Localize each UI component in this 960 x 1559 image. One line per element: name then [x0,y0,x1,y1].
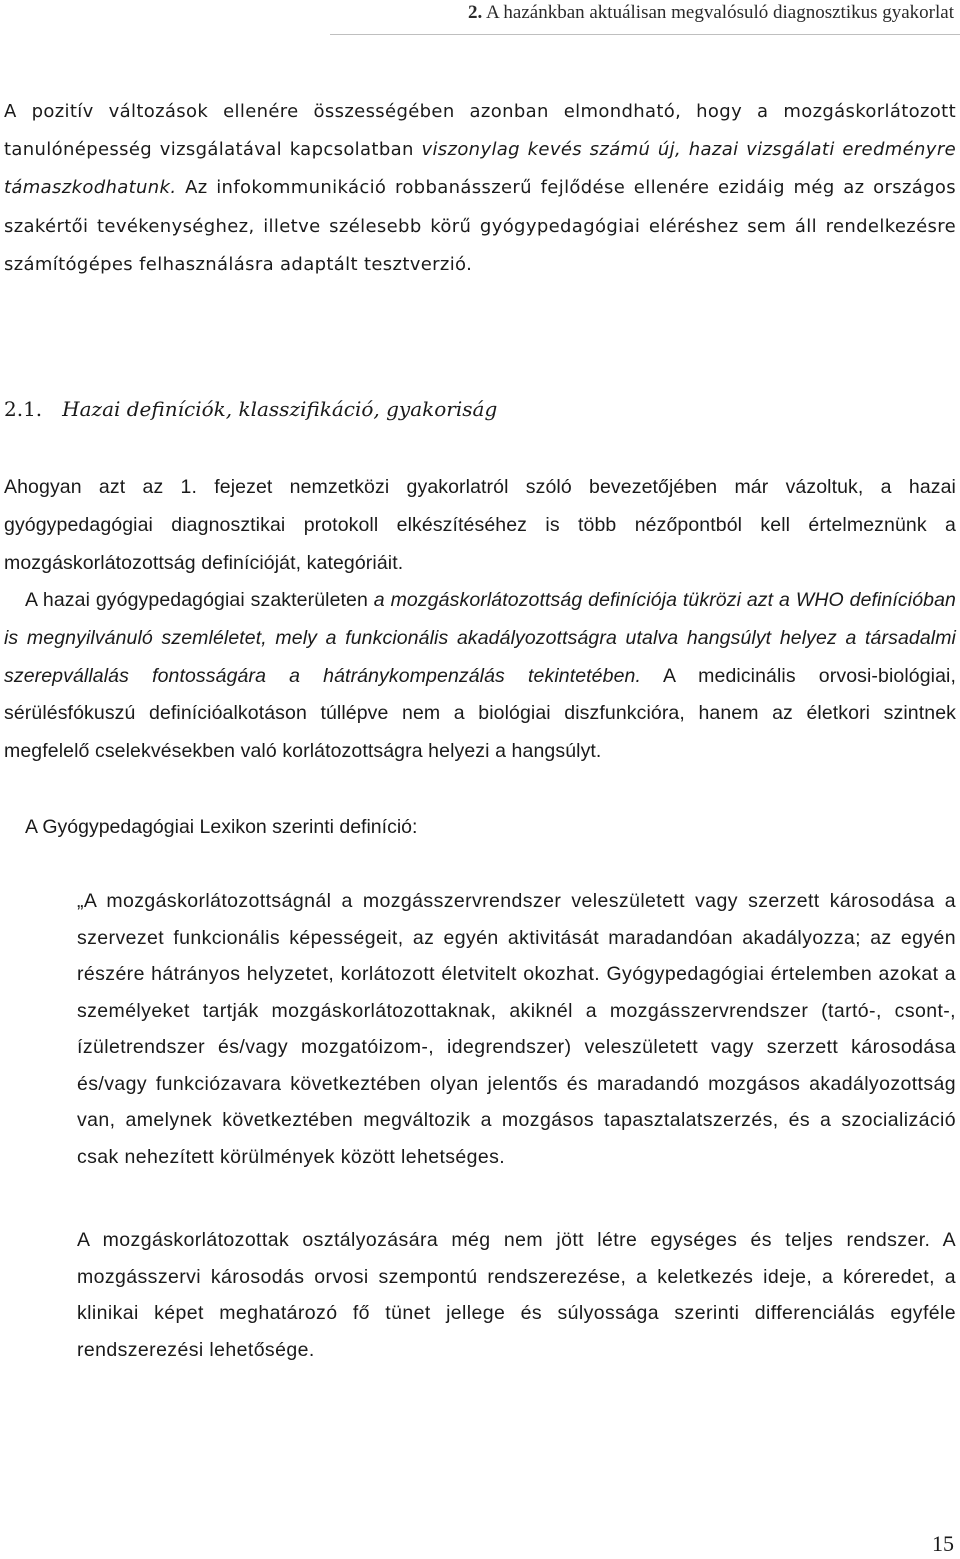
intro-text-2: Az infokommunikáció robbanásszerű fejlődése ellenére ezidáig még az országos szakértői tevékenységhez, illetve szélesebb körű gyógypedagógiai eléréshez sem áll rendelkezésre számítógépes felhasználásra adaptált tesztverzió. [4,177,956,275]
intro-text-1: A pozitív változások ellenére összességében azonban elmondható, hogy a mozgáskorlátozott tanulónépesség vizsgálatával kapcsolatban [4,101,956,161]
page-number: 15 [932,1531,954,1556]
running-header [330,0,960,35]
intro-paragraph [4,93,956,284]
section-heading [4,394,497,424]
chapter-title: A hazánkban aktuálisan megvalósuló diagnosztikus gyakorlat [485,2,954,23]
paragraph-lexicon-intro: A Gyógypedagógiai Lexikon szerinti definíció: [25,816,418,838]
chapter-number: 2. [468,2,483,23]
intro-emphasis: viszonylag kevés számú új, hazai vizsgálati eredményre támaszkodhatunk. [4,139,956,199]
paragraph-ahogyan: Ahogyan azt az 1. fejezet nemzetközi gyakorlatról szóló bevezetőjében már vázoltuk, a hazai gyógypedagógiai diagnosztikai protokoll elkészítéséhez is több nézőpontból kell értelmeznünk a mozgáskorlátozottság definícióját, kategóriáit. [4,476,956,574]
paragraph-hazai [4,582,956,771]
quote-paragraph-1: „A mozgáskorlátozottságnál a mozgásszervrendszer veleszületett vagy szerzett károsodása a szervezet funkcionális képességeit, az egyén aktivitását maradandóan akadályozza; az egyén részére hátrányos helyzetet, korlátozott életvitelt okozhat. Gyógypedagógiai értelemben azokat a személyeket tartják mozgáskorlátozottaknak, akiknél a mozgásszervrendszer (tartó-, csont-, ízületrendszer és/vagy mozgatóizom-, idegrendszer) veleszületett vagy szerzett károsodása és/vagy funkciózavara következtében olyan jelentős és maradandó mozgásos akadályozottság van, amelynek következtében megváltozik a mozgásos tapasztalatszerzés, és a szocializáció csak nehezített körülmények között lehetséges. [77,890,956,1168]
section-number: 2.1. [4,397,43,421]
hazai-text-2: A medicinális orvosi-biológiai, sérülésfókuszú definícióalkotáson túllépve nem a biológiai diszfunkcióra, hanem az életkori szintnek megfelelő cselekvésekben való korlátozottságra helyezi a hangsúlyt. [4,664,956,763]
hazai-emphasis: a mozgáskorlátozottság definíciója tükrözi azt a WHO definícióban is megnyilvánuló szemléletet, mely a funkcionális akadályozottságra utalva hangsúlyt helyez a társadalmi szerepvállalás fontosságára a hátránykompenzálás tekintetében. [4,589,956,687]
quote-paragraph-2: A mozgáskorlátozottak osztályozására még nem jött létre egységes és teljes rendszer. A mozgásszervi károsodás orvosi szempontú rendszerezése, a keletkezés ideje, a kóreredet, a klinikai képet meghatározó fő tünet jellege és súlyossága szerinti differenciálás egyféle rendszerezési lehetősége. [77,1229,956,1361]
hazai-text-1: A hazai gyógypedagógiai szakterületen [25,589,374,611]
section-title: Hazai definíciók, klasszifikáció, gyakoriság [62,397,498,421]
